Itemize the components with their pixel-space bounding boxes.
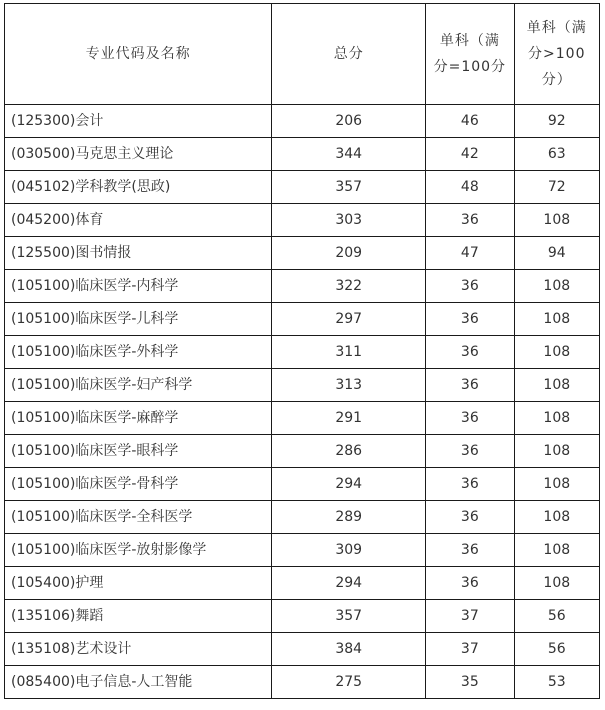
header-single-subject-100-line1: 单科（满 <box>439 33 500 49</box>
cell-single-subject-100: 36 <box>426 468 514 501</box>
table-body <box>5 105 600 699</box>
cell-single-subject-over100: 108 <box>514 534 599 567</box>
cell-single-subject-100: 36 <box>426 336 514 369</box>
table-row <box>5 468 600 501</box>
table-row <box>5 435 600 468</box>
cell-single-subject-100: 47 <box>426 237 514 270</box>
cell-major-name: (105100)临床医学-放射影像学 <box>5 534 272 567</box>
cell-single-subject-100: 46 <box>426 105 514 138</box>
cell-single-subject-over100: 108 <box>514 501 599 534</box>
table-row <box>5 666 600 699</box>
cell-single-subject-over100: 108 <box>514 402 599 435</box>
cell-total-score: 357 <box>272 600 426 633</box>
table-row <box>5 501 600 534</box>
score-table <box>4 3 600 699</box>
cell-single-subject-100: 36 <box>426 402 514 435</box>
cell-major-name: (105100)临床医学-麻醉学 <box>5 402 272 435</box>
cell-major-name: (125500)图书情报 <box>5 237 272 270</box>
table-row <box>5 138 600 171</box>
table-row <box>5 171 600 204</box>
cell-single-subject-over100: 108 <box>514 369 599 402</box>
cell-major-name: (105100)临床医学-儿科学 <box>5 303 272 336</box>
cell-major-name: (125300)会计 <box>5 105 272 138</box>
table-row <box>5 369 600 402</box>
cell-total-score: 275 <box>272 666 426 699</box>
cell-single-subject-over100: 53 <box>514 666 599 699</box>
cell-total-score: 294 <box>272 567 426 600</box>
cell-single-subject-100: 37 <box>426 600 514 633</box>
cell-single-subject-100: 36 <box>426 204 514 237</box>
cell-single-subject-100: 42 <box>426 138 514 171</box>
cell-single-subject-over100: 72 <box>514 171 599 204</box>
cell-single-subject-over100: 56 <box>514 600 599 633</box>
cell-single-subject-over100: 63 <box>514 138 599 171</box>
cell-single-subject-over100: 108 <box>514 435 599 468</box>
table-row <box>5 567 600 600</box>
cell-single-subject-100: 36 <box>426 369 514 402</box>
cell-total-score: 322 <box>272 270 426 303</box>
cell-single-subject-100: 36 <box>426 435 514 468</box>
table-row <box>5 237 600 270</box>
header-single-subject-over100-line2: 分>100 <box>528 46 586 62</box>
cell-total-score: 209 <box>272 237 426 270</box>
cell-total-score: 206 <box>272 105 426 138</box>
cell-total-score: 311 <box>272 336 426 369</box>
header-single-subject-over100-line1: 单科（满 <box>526 20 587 36</box>
cell-total-score: 309 <box>272 534 426 567</box>
cell-major-name: (105100)临床医学-骨科学 <box>5 468 272 501</box>
cell-single-subject-over100: 56 <box>514 633 599 666</box>
header-single-subject-100 <box>426 4 514 105</box>
header-single-subject-over100 <box>514 4 599 105</box>
cell-total-score: 297 <box>272 303 426 336</box>
cell-single-subject-100: 37 <box>426 633 514 666</box>
header-total-score <box>272 4 426 105</box>
cell-major-name: (105100)临床医学-内科学 <box>5 270 272 303</box>
cell-single-subject-over100: 108 <box>514 336 599 369</box>
cell-total-score: 344 <box>272 138 426 171</box>
table-row <box>5 534 600 567</box>
cell-total-score: 294 <box>272 468 426 501</box>
cell-major-name: (085400)电子信息-人工智能 <box>5 666 272 699</box>
header-single-subject-over100-line3: 分） <box>541 72 572 88</box>
cell-major-name: (045102)学科教学(思政) <box>5 171 272 204</box>
cell-total-score: 286 <box>272 435 426 468</box>
cell-major-name: (105100)临床医学-外科学 <box>5 336 272 369</box>
table-header <box>5 4 600 105</box>
header-total-score-text: 总分 <box>333 46 364 62</box>
cell-major-name: (045200)体育 <box>5 204 272 237</box>
cell-major-name: (105400)护理 <box>5 567 272 600</box>
table-row <box>5 204 600 237</box>
cell-major-name: (030500)马克思主义理论 <box>5 138 272 171</box>
table-row <box>5 402 600 435</box>
cell-single-subject-over100: 108 <box>514 303 599 336</box>
cell-major-name: (105100)临床医学-全科医学 <box>5 501 272 534</box>
cell-single-subject-100: 36 <box>426 534 514 567</box>
cell-single-subject-over100: 108 <box>514 204 599 237</box>
cell-single-subject-over100: 94 <box>514 237 599 270</box>
cell-single-subject-100: 35 <box>426 666 514 699</box>
cell-major-name: (105100)临床医学-妇产科学 <box>5 369 272 402</box>
header-major-name-text: 专业代码及名称 <box>85 46 191 62</box>
cell-major-name: (135108)艺术设计 <box>5 633 272 666</box>
cell-single-subject-over100: 108 <box>514 567 599 600</box>
cell-total-score: 303 <box>272 204 426 237</box>
cell-single-subject-100: 36 <box>426 501 514 534</box>
cell-major-name: (135106)舞蹈 <box>5 600 272 633</box>
table-row <box>5 303 600 336</box>
header-major-name <box>5 4 272 105</box>
cell-total-score: 384 <box>272 633 426 666</box>
cell-total-score: 357 <box>272 171 426 204</box>
table-row <box>5 105 600 138</box>
cell-total-score: 313 <box>272 369 426 402</box>
cell-major-name: (105100)临床医学-眼科学 <box>5 435 272 468</box>
cell-single-subject-100: 36 <box>426 567 514 600</box>
cell-single-subject-100: 48 <box>426 171 514 204</box>
header-row <box>5 4 600 105</box>
cell-total-score: 291 <box>272 402 426 435</box>
cell-single-subject-over100: 108 <box>514 270 599 303</box>
table-row <box>5 600 600 633</box>
cell-single-subject-over100: 108 <box>514 468 599 501</box>
cell-single-subject-100: 36 <box>426 303 514 336</box>
cell-single-subject-100: 36 <box>426 270 514 303</box>
table-row <box>5 633 600 666</box>
header-single-subject-100-line2: 分=100分 <box>433 59 507 75</box>
table-row <box>5 270 600 303</box>
cell-single-subject-over100: 92 <box>514 105 599 138</box>
cell-total-score: 289 <box>272 501 426 534</box>
table-row <box>5 336 600 369</box>
